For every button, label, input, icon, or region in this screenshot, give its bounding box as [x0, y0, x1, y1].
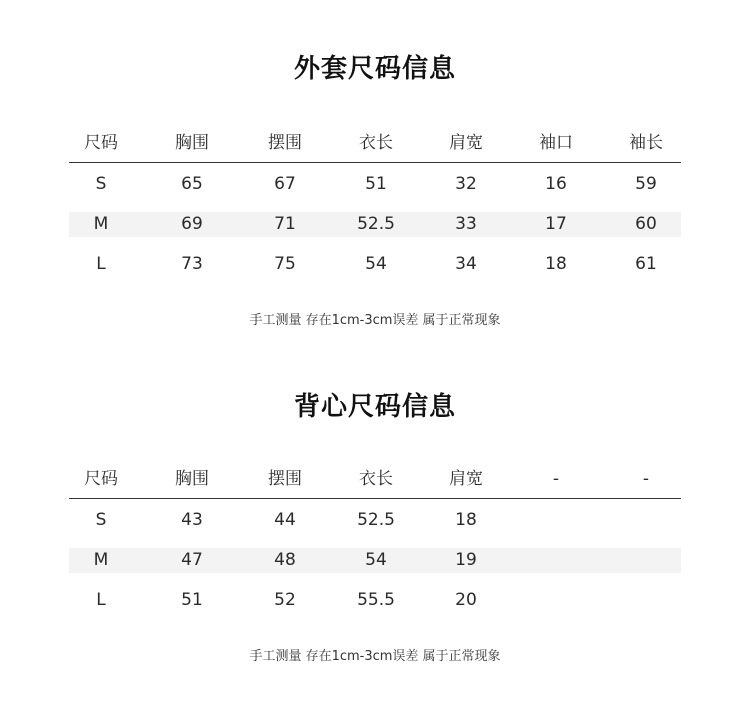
length-cell: 52.5 [357, 510, 395, 530]
header-cuff: 袖口 [539, 133, 573, 153]
size-cell: S [95, 510, 107, 530]
hem-cell: 48 [274, 550, 296, 570]
cuff-cell: 16 [545, 174, 567, 194]
header-shoulder: 肩宽 [449, 133, 483, 153]
table-header-row [69, 460, 681, 499]
coat-size-table [69, 124, 681, 277]
length-cell: 51 [365, 174, 387, 194]
table-row [69, 252, 681, 277]
header-hem: 摆围 [268, 469, 302, 489]
header-chest: 胸围 [175, 133, 209, 153]
vest-size-title: 背心尺码信息 [293, 392, 456, 422]
cuff-cell: 17 [545, 214, 567, 234]
length-cell: 54 [365, 254, 387, 274]
table-row [69, 212, 681, 237]
header-length: 衣长 [359, 469, 393, 489]
coat-measurement-note: 手工测量 存在1cm-3cm误差 属于正常现象 [249, 313, 501, 328]
table-row [69, 508, 681, 533]
hem-cell: 67 [274, 174, 296, 194]
sleeve-cell: 60 [635, 214, 657, 234]
chest-cell: 43 [181, 510, 203, 530]
size-cell: L [96, 590, 106, 610]
size-cell: L [96, 254, 106, 274]
chest-cell: 51 [181, 590, 203, 610]
size-cell: M [93, 550, 109, 570]
header-empty-1: - [552, 469, 560, 489]
shoulder-cell: 19 [455, 550, 477, 570]
header-size: 尺码 [84, 469, 118, 489]
chest-cell: 69 [181, 214, 203, 234]
shoulder-cell: 32 [455, 174, 477, 194]
header-shoulder: 肩宽 [449, 469, 483, 489]
sleeve-cell: 61 [635, 254, 657, 274]
chest-cell: 65 [181, 174, 203, 194]
length-cell: 52.5 [357, 214, 395, 234]
hem-cell: 71 [274, 214, 296, 234]
size-cell: M [93, 214, 109, 234]
shoulder-cell: 34 [455, 254, 477, 274]
hem-cell: 44 [274, 510, 296, 530]
chest-cell: 47 [181, 550, 203, 570]
shoulder-cell: 18 [455, 510, 477, 530]
table-row [69, 172, 681, 197]
header-hem: 摆围 [268, 133, 302, 153]
length-cell: 55.5 [357, 590, 395, 610]
hem-cell: 52 [274, 590, 296, 610]
vest-measurement-note: 手工测量 存在1cm-3cm误差 属于正常现象 [249, 649, 501, 664]
chest-cell: 73 [181, 254, 203, 274]
cuff-cell: 18 [545, 254, 567, 274]
vest-size-table [69, 460, 681, 613]
size-cell: S [95, 174, 107, 194]
shoulder-cell: 20 [455, 590, 477, 610]
header-empty-2: - [642, 469, 650, 489]
coat-size-title: 外套尺码信息 [293, 54, 456, 84]
header-chest: 胸围 [175, 469, 209, 489]
table-row [69, 588, 681, 613]
header-sleeve: 袖长 [629, 133, 663, 153]
header-size: 尺码 [84, 133, 118, 153]
sleeve-cell: 59 [635, 174, 657, 194]
table-header-row [69, 124, 681, 163]
header-length: 衣长 [359, 133, 393, 153]
table-row [69, 548, 681, 573]
length-cell: 54 [365, 550, 387, 570]
shoulder-cell: 33 [455, 214, 477, 234]
hem-cell: 75 [274, 254, 296, 274]
